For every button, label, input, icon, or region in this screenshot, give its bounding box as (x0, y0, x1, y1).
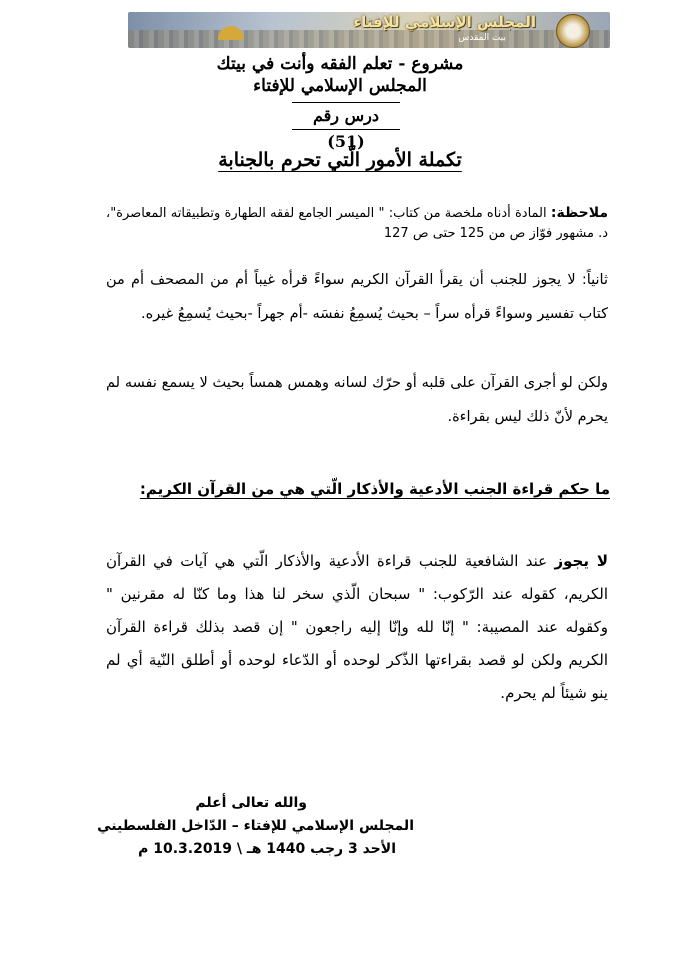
paragraph-third: ولكن لو أجرى القرآن على قلبه أو حرّك لسانه وهمس همساً بحيث لا يسمع نفسه لم يحرم لأنّ ذلك ليس بقراءة. (106, 375, 608, 425)
council-emblem-icon (556, 14, 590, 48)
closing-phrase: والله تعالى أعلم (195, 795, 307, 811)
lesson-topic-text: تكملة الأمور الّتي تحرم بالجنابة (218, 149, 462, 171)
answer-paragraph (106, 545, 608, 710)
dome-of-the-rock-icon (218, 26, 244, 40)
answer-text: عند الشافعية للجنب قراءة الأدعية والأذكار الّتي هي آيات في القرآن الكريم، كقوله عند الرّكوب: " سبحان الّذي سخر لنا هذا وما كنّا له مقرنين " وكقوله عند المصيبة: " إنّا لله وإنّا إليه راجعون " إن قصد بذلك قراءة القرآن الكريم ولكن لو قصد بقراءتها الذّكر لوحده أو الدّعاء لوحده أو أطلق النّية أي لم ينو شيئاً لم يحرم. (106, 552, 608, 702)
lesson-number: درس رقم (51) (292, 102, 400, 130)
header-banner-image (128, 12, 610, 48)
project-title: مشروع - تعلم الفقه وأنت في بيتك (216, 54, 464, 74)
signature-council: المجلس الإسلامي للإفتاء – الدّاخل الفلسطيني (97, 818, 414, 834)
source-note (106, 203, 608, 244)
lesson-topic (0, 149, 680, 171)
note-text: المادة أدناه ملخصة من كتاب: " الميسر الجامع لفقه الطهارة وتطبيقاته المعاصرة"، د. مشهور فوّاز ص من 125 حتى ص 127 (106, 206, 608, 241)
signature-date: الأحد 3 رجب 1440 هـ \ 10.3.2019 م (138, 841, 396, 857)
answer-lead: لا يجوز (554, 552, 609, 570)
council-name: المجلس الإسلامي للإفتاء (253, 76, 427, 96)
banner-title: المجلس الإسلامي للإفتاء (353, 13, 536, 31)
note-label: ملاحظة: (550, 205, 608, 221)
question-heading: ما حكم قراءة الجنب الأدعية والأذكار الّتي هي من القرآن الكريم: (139, 480, 610, 498)
paragraph-second: ثانياً: لا يجوز للجنب أن يقرأ القرآن الكريم سواءً قرأه غيباً أم من المصحف أم من كتاب تفسير وسواءً قرأه سراً – بحيث يُسمِعُ نفسَه -أم جهراً -بحيث يُسمِعُ غيره. (106, 272, 608, 322)
banner-subtitle: بيت المقدس (458, 33, 506, 43)
banner-skyline (128, 30, 610, 48)
